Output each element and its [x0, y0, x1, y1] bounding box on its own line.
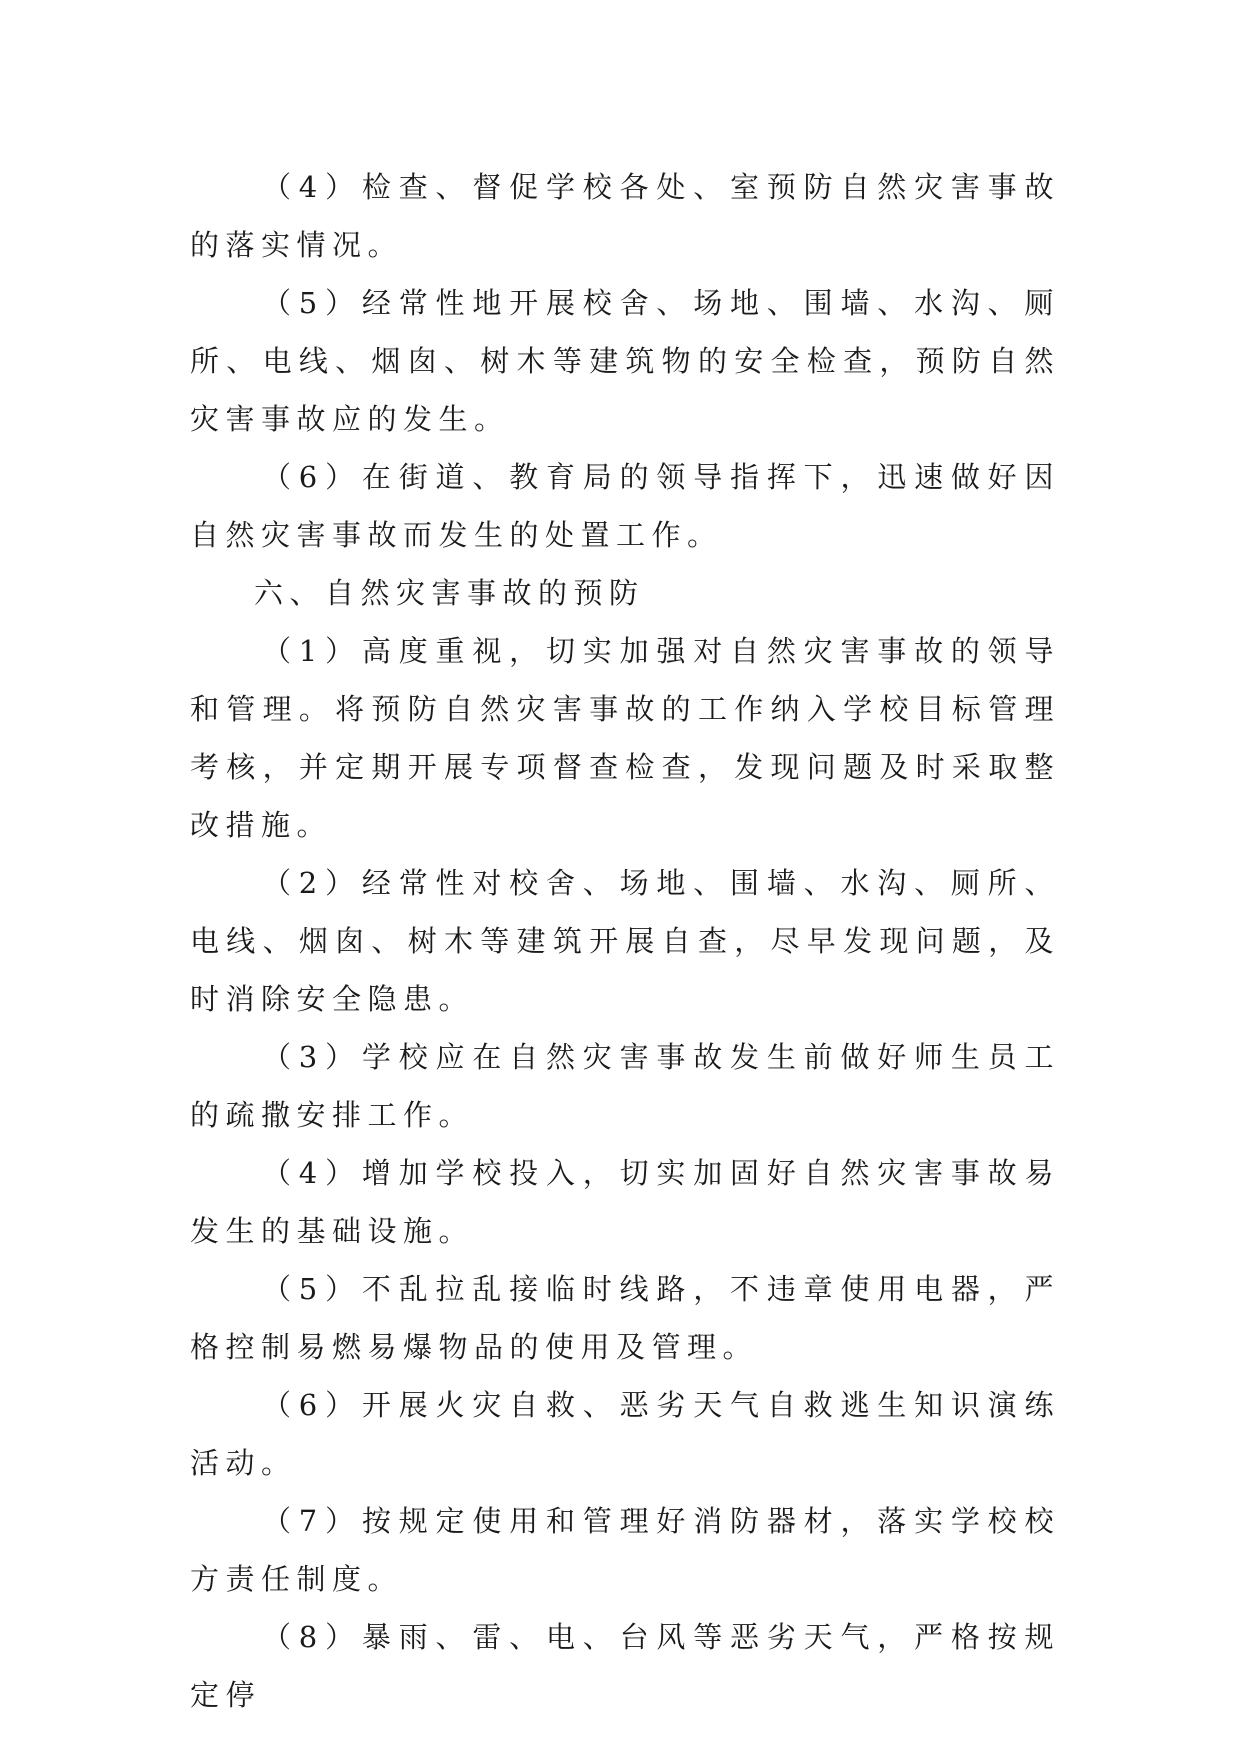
- paragraph-prevention-2: （2）经常性对校舍、场地、围墙、水沟、厕所、电线、烟囱、树木等建筑开展自查，尽早发现问题，及时消除安全隐患。: [190, 866, 1060, 1016]
- paragraph-prevention-3: （3）学校应在自然灾害事故发生前做好师生员工的疏撒安排工作。: [190, 1040, 1060, 1132]
- paragraph-prevention-8: （8）暴雨、雷、电、台风等恶劣天气，严格按规定停: [190, 1620, 1060, 1712]
- paragraph-prevention-7: （7）按规定使用和管理好消防器材，落实学校校方责任制度。: [190, 1504, 1060, 1596]
- paragraph-disposal-work: （6）在街道、教育局的领导指挥下，迅速做好因自然灾害事故而发生的处置工作。: [190, 460, 1060, 552]
- document-body: [190, 158, 1060, 1724]
- paragraph-prevention-5: （5）不乱拉乱接临时线路，不违章使用电器，严格控制易燃易爆物品的使用及管理。: [190, 1272, 1060, 1364]
- paragraph-prevention-1: （1）高度重视，切实加强对自然灾害事故的领导和管理。将预防自然灾害事故的工作纳入学校目标管理考核，并定期开展专项督查检查，发现问题及时采取整改措施。: [190, 634, 1060, 842]
- paragraph-check-supervise: （4）检查、督促学校各处、室预防自然灾害事故的落实情况。: [190, 170, 1060, 262]
- paragraph-prevention-4: （4）增加学校投入，切实加固好自然灾害事故易发生的基础设施。: [190, 1156, 1060, 1248]
- paragraph-prevention-6: （6）开展火灾自救、恶劣天气自救逃生知识演练活动。: [190, 1388, 1060, 1480]
- paragraph-building-inspection: （5）经常性地开展校舍、场地、围墙、水沟、厕所、电线、烟囱、树木等建筑物的安全检查，预防自然灾害事故应的发生。: [190, 286, 1060, 436]
- section-heading-prevention: 六、自然灾害事故的预防: [254, 576, 645, 610]
